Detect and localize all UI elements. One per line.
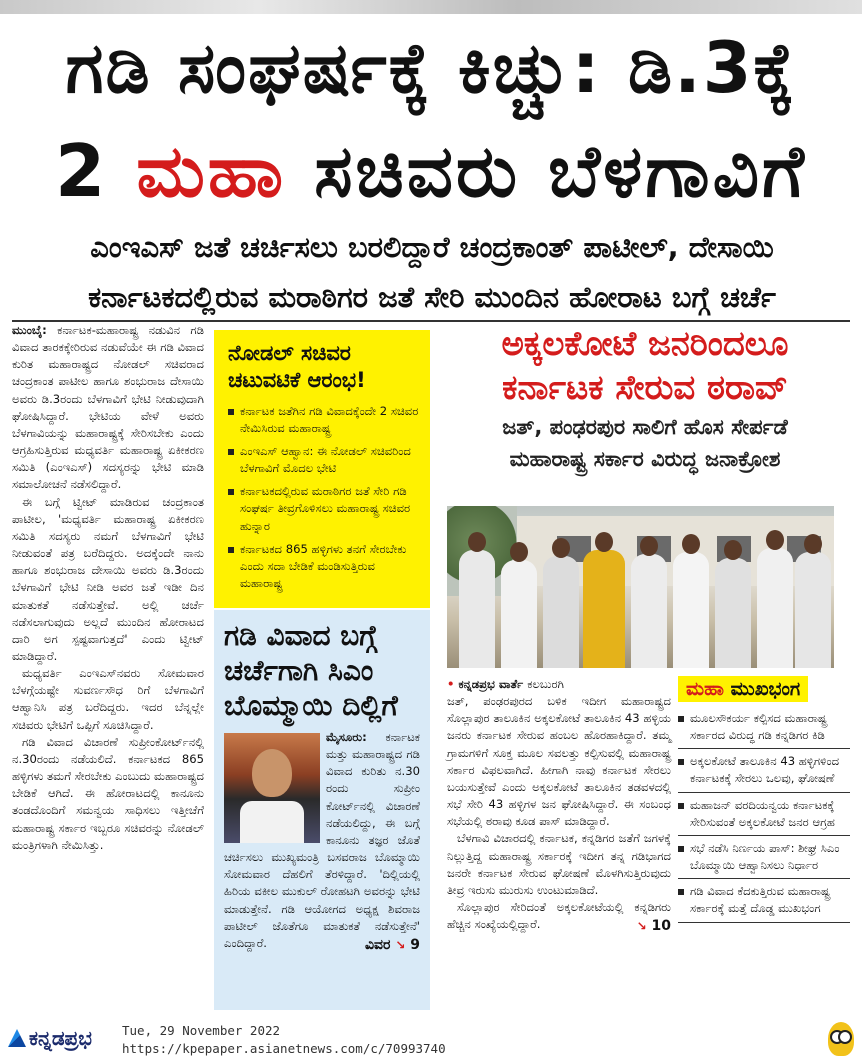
nodal-box-item: ಕರ್ನಾಟಕ ಜತೆಗಿನ ಗಡಿ ವಿವಾದಕ್ಕೆಂದೇ 2 ಸಚಿವರ ನೇಮಿಸಿರುವ ಮಹಾರಾಷ್ಟ್ರ <box>228 403 420 437</box>
akkalkot-paragraph: ಜತ್, ಪಂಢರಪುರದ ಬಳಿಕ ಇದೀಗ ಮಹಾರಾಷ್ಟ್ರದ ಸೊಲ್ಲಾಪುರ ತಾಲೂಕಿನ ಅಕ್ಕಲಕೋಟೆ ತಾಲೂಕಿನ 43 ಹಳ್ಳಿಯ ಜನರು ಕರ್ನಾಟಕ ಸೇರುವ ಹಂಬಲ ಹೊರಹಾಕಿದ್ದಾರೆ. ತಮ್ಮ ಗ್ರಾಮಗಳಿಗೆ ಸೂಕ್ತ ಮೂಲ ಸವಲತ್ತು ಕಲ್ಪಿಸುವಲ್ಲಿ ಮಹಾರಾಷ್ಟ್ರ ಸರ್ಕಾರ ವಿಫಲವಾಗಿದೆ. ಹೀಗಾಗಿ ನಾವು ಕರ್ನಾಟಕ ಸೇರಲು ಬಯಸುತ್ತೇವೆ ಎಂದು ಅಕ್ಕಲಕೋಟೆ ತಾಲೂಕಿನ ತಡವಳದಲ್ಲಿ ಸಭೆ ಸೇರಿ 43 ಹಳ್ಳಿಗಳ ಜನ ಘೋಷಿಸಿದ್ದಾರೆ. ಈ ಸಂಬಂಧ ಸಭೆಯಲ್ಲಿ ಠರಾವು ಕೂಡ ಪಾಸ್ ಮಾಡಿದ್ದಾರೆ. <box>447 694 671 829</box>
footer-url[interactable]: https://kpepaper.asianetnews.com/c/70993740 <box>122 1040 446 1056</box>
villagers-group-photo <box>447 506 834 668</box>
arrow-icon: ↘ <box>636 919 647 934</box>
logo-mark-icon <box>8 1029 26 1047</box>
headline-number: 2 <box>55 129 109 213</box>
main-story <box>12 322 204 1022</box>
main-story-paragraph: ಗಡಿ ವಿವಾದ ವಿಚಾರಣೆ ಸುಪ್ರೀಂಕೋರ್ಟ್‌ನಲ್ಲಿ ನ.30ರಂದು ನಡೆಯಲಿದೆ. ಕರ್ನಾಟಕದ 865 ಹಳ್ಳಿಗಳು ತಮಗೆ ಸೇರಬೇಕು ಎಂಬುದು ಮಹಾರಾಷ್ಟ್ರದ ಬೇಡಿಕೆ ಆಗಿದೆ. ಈ ಹೋರಾಟದಲ್ಲಿ ಕಾನೂನು ತಂಡದೊಂದಿಗೆ ಸಮನ್ವಯ ಸಾಧಿಸಲು ಇತ್ತೀಚೆಗೆ ಮಹಾರಾಷ್ಟ್ರ ಸರ್ಕಾರ ಇಬ್ಬರೂ ಸಚಿವರನ್ನು ನೋಡಲ್ ಮಂತ್ರಿಗಳಾಗಿ ನೇಮಿಸಿತ್ತು. <box>12 734 204 852</box>
sidebar-item: ಸಭೆ ನಡೆಸಿ ನಿರ್ಣಯ ಪಾಸ್: ಶೀಘ್ರ ಸಿಎಂ ಬೊಮ್ಮಾಯಿ ಆಹ್ವಾನಿಸಲು ನಿರ್ಧಾರ <box>678 836 850 879</box>
headline-red-word: ಮಹಾ <box>136 129 287 213</box>
owl-mascot-icon <box>828 1022 854 1056</box>
main-story-paragraph: ಈ ಬಗ್ಗೆ ಟ್ವೀಟ್ ಮಾಡಿರುವ ಚಂದ್ರಕಾಂತ ಪಾಟೀಲ, 'ಮಧ್ಯವರ್ತಿ ಮಹಾರಾಷ್ಟ್ರ ಏಕೀಕರಣ ಸಮಿತಿ ಸದಸ್ಯರು ನಮಗೆ ಬೆಳಗಾವಿಗೆ ಭೇಟಿ ನೀಡುವಂತೆ ಪತ್ರ ಬರೆದಿದ್ದರು. ಅದಕ್ಕೆಂದೇ ನಾನು ಹಾಗೂ ಶಂಭುರಾಜ ದೇಸಾಯಿ ಅವರು ಡಿ.3ರಂದು ಬೆಳಗಾವಿಗೆ ಭೇಟಿ ನೀಡಿ ಅವರ ಜತೆ ಇಡೀ ದಿನ ಮಾತುಕತೆ ನಡೆಸುತ್ತೇವೆ. ಅಲ್ಲಿ ಚರ್ಚೆ ನಡೆಸಲಾಗುವುದು ಅಲ್ಲದೆ ಮುಂದಿನ ಹೋರಾಟದ ದಾರಿ ಅಗ ಸ್ಪಷ್ಟವಾಗುತ್ತದೆ' ಎಂದು ಟ್ವೀಟ್ ಮಾಡಿದ್ದಾರೆ. <box>12 494 204 663</box>
deck-line-1: ಎಂಇಎಸ್ ಜತೆ ಚರ್ಚಿಸಲು ಬರಲಿದ್ದಾರೆ ಚಂದ್ರಕಾಂತ್ ಪಾಟೀಲ್, ದೇಸಾಯಿ <box>90 230 774 264</box>
sidebar-item: ಅಕ್ಕಲಕೋಟೆ ತಾಲೂಕಿನ 43 ಹಳ್ಳಿಗಳಿಂದ ಕರ್ನಾಟಕಕ್ಕೆ ಸೇರಲು ಒಲವು, ಘೋಷಣೆ <box>678 749 850 792</box>
akkalkot-story-header <box>440 322 850 475</box>
headline-rest: ಸಚಿವರು ಬೆಳಗಾವಿಗೆ <box>314 129 807 213</box>
cm-story-continued[interactable]: ವಿವರ ↘ 9 <box>365 936 420 953</box>
nodal-box-item: ಕರ್ನಾಟಕದ 865 ಹಳ್ಳಿಗಳು ತನಗೆ ಸೇರಬೇಕು ಎಂದು ಸದಾ ಬೇಡಿಕೆ ಮಂಡಿಸುತ್ತಿರುವ ಮಹಾರಾಷ್ಟ್ರ <box>228 541 420 592</box>
akkalkot-story-body <box>447 676 671 937</box>
akkalkot-subtitle-line-1: ಜತ್, ಪಂಢರಪುರ ಸಾಲಿಗೆ ಹೊಸ ಸೇರ್ಪಡೆ <box>502 415 788 440</box>
headline-line-1: ಗಡಿ ಸಂಘರ್ಷಕ್ಕೆ ಕಿಚ್ಚು: ಡಿ.3ಕ್ಕೆ <box>65 27 797 109</box>
akkalkot-title-line-1: ಅಕ್ಕಲಕೋಟೆ ಜನರಿಂದಲೂ <box>501 324 789 364</box>
nodal-box-list <box>228 403 420 593</box>
sidebar-list <box>678 706 850 923</box>
nodal-box-item: ಎಂಇಎಸ್ ಆಹ್ವಾನ: ಈ ನೋಡಲ್ ಸಚಿವರಿಂದ ಬೆಳಗಾವಿಗೆ ಮೊದಲ ಭೇಟಿ <box>228 443 420 477</box>
footer-date: Tue, 29 November 2022 <box>122 1023 281 1038</box>
page-footer <box>0 1020 862 1060</box>
arrow-icon: ↘ <box>395 937 406 952</box>
akkalkot-byline: • ಕನ್ನಡಪ್ರಭ ವಾರ್ತೆ ಕಲಬುರಗಿ <box>447 677 564 691</box>
nodal-box-item: ಕರ್ನಾಟಕದಲ್ಲಿರುವ ಮರಾಠಿಗರ ಜತೆ ಸೇರಿ ಗಡಿ ಸಂಘರ್ಷ ತೀವ್ರಗೊಳಿಸಲು ಮಹಾರಾಷ್ಟ್ರ ಸಚಿವರ ಹುನ್ನಾರ <box>228 483 420 534</box>
main-story-dateline: ಮುಂಬೈ: <box>12 323 47 337</box>
cm-story-dateline: ಮೈಸೂರು: <box>326 730 367 744</box>
akkalkot-paragraph: ಬೆಳಗಾವಿ ವಿಚಾರದಲ್ಲಿ ಕರ್ನಾಟಕ, ಕನ್ನಡಿಗರ ಜತೆಗೆ ಜಗಳಕ್ಕೆ ನಿಲ್ಲುತ್ತಿದ್ದ ಮಹಾರಾಷ್ಟ್ರ ಸರ್ಕಾರಕ್ಕೆ ಇದೀಗ ತನ್ನ ಗಡಿಭಾಗದ ಜನರೇ ಕರ್ನಾಟಕ ಸೇರುವ ಘೋಷಣೆ ಮೊಳಗಿಸುತ್ತಿರುವುದು ತೀವ್ರ ಇರುಸು ಮುರುಸು ಉಂಟುಮಾಡಿದೆ. <box>447 831 671 897</box>
sidebar-item: ಗಡಿ ವಿವಾದ ಕೆದಕುತ್ತಿರುವ ಮಹಾರಾಷ್ಟ್ರ ಸರ್ಕಾರಕ್ಕೆ ಮತ್ತೆ ದೊಡ್ಡ ಮುಖಭಂಗ <box>678 879 850 922</box>
top-photo-strip <box>0 0 862 14</box>
maha-embarrassment-sidebar <box>678 676 850 1012</box>
akkalkot-paragraph: ಸೊಲ್ಲಾಪುರ ಸೇರಿದಂತೆ ಅಕ್ಕಲಕೋಟೆಯಲ್ಲಿ ಕನ್ನಡಿಗರು ಹೆಚ್ಚಿನ ಸಂಖ್ಯೆಯಲ್ಲಿದ್ದಾರೆ. ↘ 10 <box>447 899 671 933</box>
akkalkot-subtitle-line-2: ಮಹಾರಾಷ್ಟ್ರ ಸರ್ಕಾರ ವಿರುದ್ಧ ಜನಾಕ್ರೋಶ <box>509 446 781 471</box>
cm-story-text: ಮೈಸೂರು: ಕರ್ನಾಟಕ ಮತ್ತು ಮಹಾರಾಷ್ಟ್ರದ ಗಡಿ ವಿವಾದ ಕುರಿತು ನ.30 ರಂದು ಸುಪ್ರೀಂ ಕೋರ್ಟ್‌ನಲ್ಲಿ ವಿಚಾರಣೆ ನಡೆಯಲಿದ್ದು, ಈ ಬಗ್ಗೆ ಕಾನೂನು ತಜ್ಞರ ಜೊತೆ ಚರ್ಚಿಸಲು ಮುಖ್ಯಮಂತ್ರಿ ಬಸವರಾಜ ಬೊಮ್ಮಾಯಿ ಸೋಮವಾರ ದೆಹಲಿಗೆ ತೆರಳಿದ್ದಾರೆ. 'ದಿಲ್ಲಿಯಲ್ಲಿ ಹಿರಿಯ ವಕೀಲ ಮುಕುಲ್ ರೋಹಟಗಿ ಅವರನ್ನು ಭೇಟಿ ಮಾಡುತ್ತೇನೆ. ಗಡಿ ಆಯೋಗದ ಅಧ್ಯಕ್ಷ ಶಿವರಾಜ ಪಾಟೀಲ್ ಜೊತೆಗೂ ಮಾತುಕತೆ ನಡೆಸುತ್ತೇನೆ' ಎಂದಿದ್ದಾರೆ. ವಿವರ ↘ 9 <box>224 729 420 952</box>
akkalkot-continued[interactable]: ↘ 10 <box>636 918 671 935</box>
sidebar-item: ಮಹಾಜನ್ ವರದಿಯನ್ವಯ ಕರ್ನಾಟಕಕ್ಕೆ ಸೇರಿಸುವಂತೆ ಅಕ್ಕಲಕೋಟೆ ಜನರ ಆಗ್ರಹ <box>678 793 850 836</box>
main-story-paragraph: ಮಧ್ಯವರ್ತಿ ಎಂಇಎಸ್‌ನವರು ಸೋಮವಾರ ಬೆಳಗ್ಗೆಯಷ್ಟೇ ಸುವರ್ಣಸೌಧ ರಿಗೆ ಬೆಳಗಾವಿಗೆ ಆಹ್ವಾನಿಸಿ ಪತ್ರ ಬರೆದಿದ್ದರು. ಇದರ ಬೆನ್ನಲ್ಲೇ ಸಚಿವರು ಭೇಟಿಗೆ ಒಪ್ಪಿಗೆ ಸೂಚಿಸಿದ್ದಾರೆ. <box>12 666 204 732</box>
footer-info <box>122 1022 446 1057</box>
cm-portrait-photo <box>224 733 320 843</box>
sidebar-item: ಮೂಲಸೌಕರ್ಯ ಕಲ್ಪಿಸದ ಮಹಾರಾಷ್ಟ್ರ ಸರ್ಕಾರದ ವಿರುದ್ಧ ಗಡಿ ಕನ್ನಡಿಗರ ಕಿಡಿ <box>678 706 850 749</box>
cm-story-title: ಗಡಿ ವಿವಾದ ಬಗ್ಗೆ ಚರ್ಚೆಗಾಗಿ ಸಿಎಂ ಬೊಮ್ಮಾಯಿ ದಿಲ್ಲಿಗೆ <box>224 619 398 722</box>
kannadaprabha-logo: ಕನ್ನಡಪ್ರಭ <box>8 1026 92 1050</box>
deck-line-2: ಕರ್ನಾಟಕದಲ್ಲಿರುವ ಮರಾಠಿಗರ ಜತೆ ಸೇರಿ ಮುಂದಿನ ಹೋರಾಟ ಬಗ್ಗೆ ಚರ್ಚೆ <box>88 280 776 314</box>
bullet-icon: • <box>447 677 455 691</box>
sidebar-tag: ಮಹಾ ಮುಖಭಂಗ <box>678 676 808 702</box>
nodal-minister-box <box>214 330 430 608</box>
cm-story-box <box>214 610 430 1010</box>
headline-line-2 <box>0 128 862 214</box>
nodal-box-title: ನೋಡಲ್ ಸಚಿವರ ಚಟುವಟಿಕೆ ಆರಂಭ! <box>228 341 366 393</box>
main-story-paragraph: ಮುಂಬೈ: ಕರ್ನಾಟಕ-ಮಹಾರಾಷ್ಟ್ರ ನಡುವಿನ ಗಡಿ ವಿವಾದ ತಾರಕಕ್ಕೇರಿರುವ ನಡುವೆಯೇ ಈ ಗಡಿ ವಿವಾದ ಕುರಿತ ಮಹಾರಾಷ್ಟ್ರದ ನೋಡಲ್ ಸಚಿವರಾದ ಚಂದ್ರಕಾಂತ ಪಾಟೀಲ ಹಾಗೂ ಶಂಭುರಾಜ ದೇಸಾಯಿ ಅವರು ಡಿ.3ರಂದು ಬೆಳಗಾವಿಗೆ ಭೇಟಿ ನೀಡುವುದಾಗಿ ಘೋಷಿಸಿದ್ದಾರೆ. ಭೇಟಿಯ ವೇಳೆ ಅವರು ಬೆಳಗಾವಿಯನ್ನು ಮಹಾರಾಷ್ಟ್ರಕ್ಕೆ ಸೇರಿಸಬೇಕು ಎಂದು ಆಗ್ರಹಿಸುತ್ತಿರುವ ಮಧ್ಯವರ್ತಿ ಮಹಾರಾಷ್ಟ್ರ ಏಕೀಕರಣ ಸಮಿತಿ (ಎಂಇಎಸ್) ಸದಸ್ಯರನ್ನು ಭೇಟಿ ಮಾಡಿ ಸಮಾಲೋಚನೆ ನಡೆಸಲಿದ್ದಾರೆ. <box>12 323 204 492</box>
akkalkot-title-line-2: ಕರ್ನಾಟಕ ಸೇರುವ ಠರಾವ್ <box>502 368 788 409</box>
